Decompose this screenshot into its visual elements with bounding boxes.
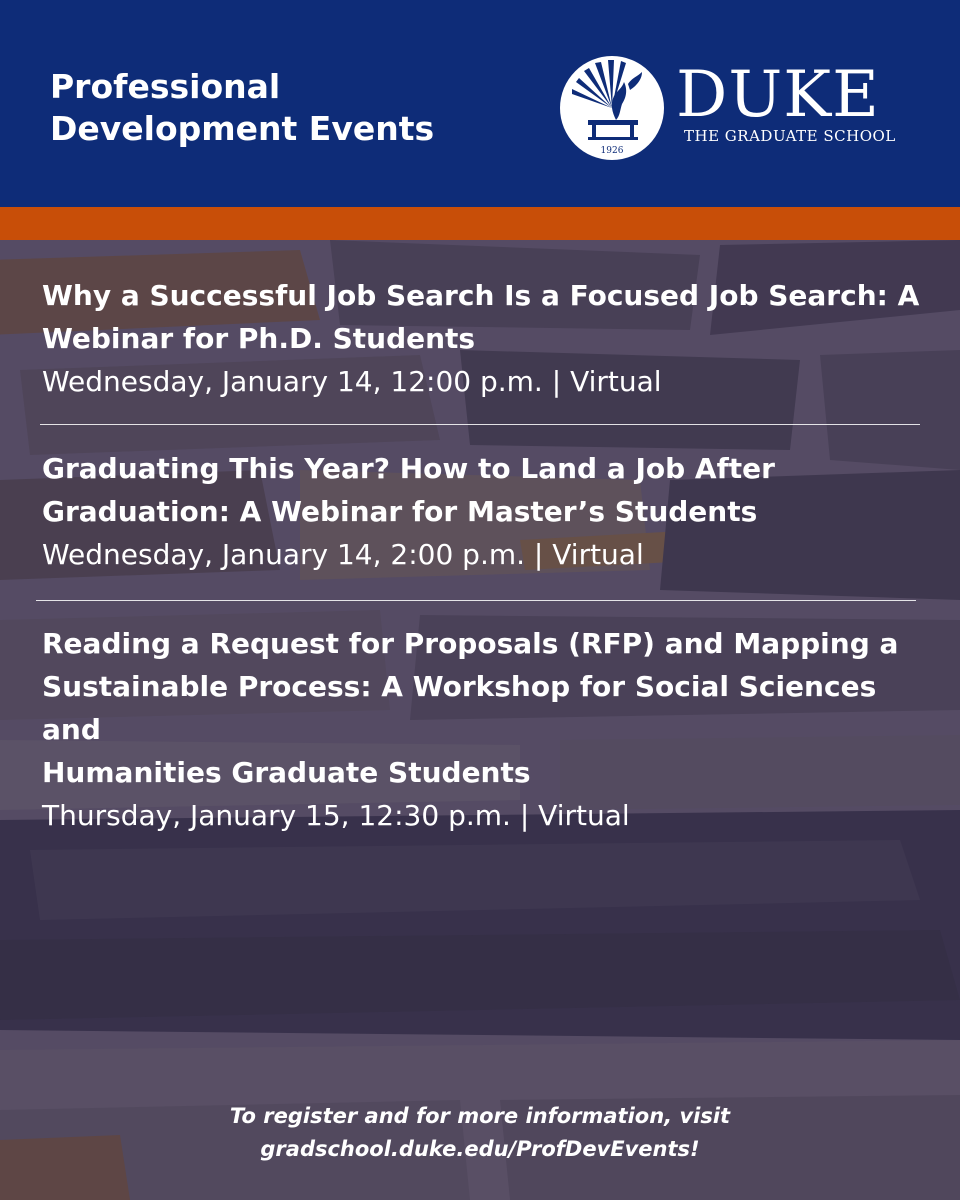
header-banner (0, 0, 960, 207)
duke-seal-logo (558, 54, 666, 162)
event-item (42, 447, 922, 576)
event-title-line: Reading a Request for Proposals (RFP) and Mapping a (42, 627, 899, 660)
divider (40, 424, 920, 425)
duke-wordmark: DUKE (676, 58, 880, 132)
event-datetime: Wednesday, January 14, 12:00 p.m. | Virtual (42, 365, 662, 398)
divider (36, 600, 916, 601)
registration-text: To register and for more information, visit (229, 1104, 731, 1128)
event-title-line: Why a Successful Job Search Is a Focused Job Search: A (42, 279, 920, 312)
page-title (50, 66, 510, 150)
registration-note (0, 1100, 960, 1166)
event-datetime: Thursday, January 15, 12:30 p.m. | Virtual (42, 799, 630, 832)
event-title (42, 447, 922, 533)
event-title (42, 274, 922, 360)
event-title-line: Graduating This Year? How to Land a Job After (42, 452, 775, 485)
event-item (42, 274, 922, 403)
accent-stripe (0, 207, 960, 240)
graduate-school-subtitle: THE GRADUATE SCHOOL (684, 127, 896, 145)
page-title-line-1: Professional (50, 67, 281, 106)
event-title-line: Humanities Graduate Students (42, 756, 531, 789)
event-datetime: Wednesday, January 14, 2:00 p.m. | Virtual (42, 538, 644, 571)
event-title-line: Webinar for Ph.D. Students (42, 322, 476, 355)
event-item (42, 622, 922, 837)
event-title (42, 622, 922, 794)
seal-year: 1926 (600, 146, 624, 156)
event-title-line: Sustainable Process: A Workshop for Social Sciences and (42, 670, 877, 746)
page-title-line-2: Development Events (50, 109, 435, 148)
registration-url[interactable]: gradschool.duke.edu/ProfDevEvents! (260, 1137, 700, 1161)
event-title-line: Graduation: A Webinar for Master’s Students (42, 495, 758, 528)
